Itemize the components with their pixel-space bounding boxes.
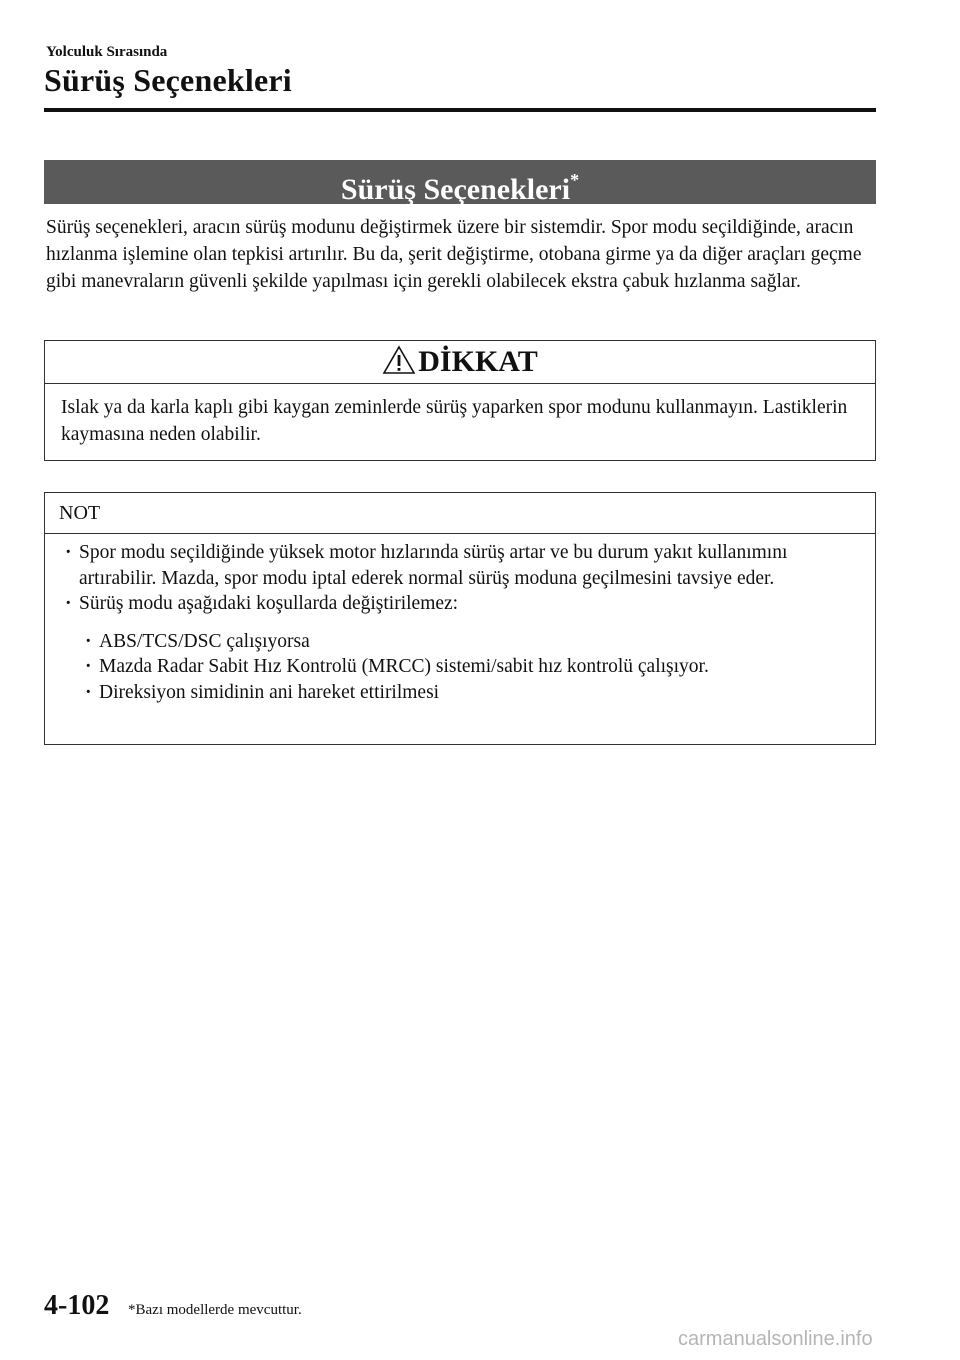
caution-title: DİKKAT bbox=[418, 345, 538, 378]
page-number: 4-102 bbox=[44, 1290, 110, 1321]
note-item: · Spor modu seçildiğinde yüksek motor hızlarında sürüş artar ve bu durum yakıt kullanımını artırabilir. Mazda, spor modu iptal ederek normal sürüş moduna geçilmesini tavsiye eder. bbox=[61, 540, 859, 591]
section-title-band bbox=[44, 160, 876, 204]
footnote: *Bazı modellerde mevcuttur. bbox=[128, 1302, 302, 1318]
warning-triangle-icon bbox=[382, 345, 416, 375]
caution-box bbox=[44, 340, 876, 461]
page-title: Sürüş Seçenekleri bbox=[44, 62, 292, 98]
title-rule bbox=[44, 108, 876, 112]
caution-header bbox=[45, 341, 875, 384]
note-subitem: · ABS/TCS/DSC çalışıyorsa bbox=[81, 629, 859, 655]
note-list bbox=[61, 540, 859, 617]
note-header: NOT bbox=[45, 493, 875, 534]
caution-text: Islak ya da karla kaplı gibi kaygan zeminlerde sürüş yaparken spor modunu kullanmayın. Lastiklerin kaymasına neden olabilir. bbox=[61, 397, 848, 445]
watermark: carmanualsonline.info bbox=[678, 1328, 873, 1350]
note-subitem: · Mazda Radar Sabit Hız Kontrolü (MRCC) sistemi/sabit hız kontrolü çalışıyor. bbox=[81, 654, 859, 680]
intro-paragraph: Sürüş seçenekleri, aracın sürüş modunu değiştirmek üzere bir sistemdir. Spor modu seçildiğinde, aracın hızlanma işlemine olan tepkisi artırılır. Bu da, şerit değiştirme, otobana girme ya da diğer araçları geçme gibi manevraların güvenli şekilde yapılması için gerekli olabilecek ekstra çabuk hızlanma sağlar. bbox=[46, 217, 862, 292]
note-content bbox=[45, 534, 875, 705]
note-sublist bbox=[81, 629, 859, 706]
note-box bbox=[44, 492, 876, 745]
section-title: Sürüş Seçenekleri bbox=[340, 173, 571, 206]
note-item bbox=[61, 591, 859, 617]
breadcrumb: Yolculuk Sırasında bbox=[46, 44, 168, 60]
note-subitem: · Direksiyon simidinin ani hareket ettirilmesi bbox=[81, 680, 859, 706]
availability-mark: * bbox=[570, 170, 580, 190]
note-item-text: Sürüş modu aşağıdaki koşullarda değiştirilemez: bbox=[79, 593, 459, 614]
